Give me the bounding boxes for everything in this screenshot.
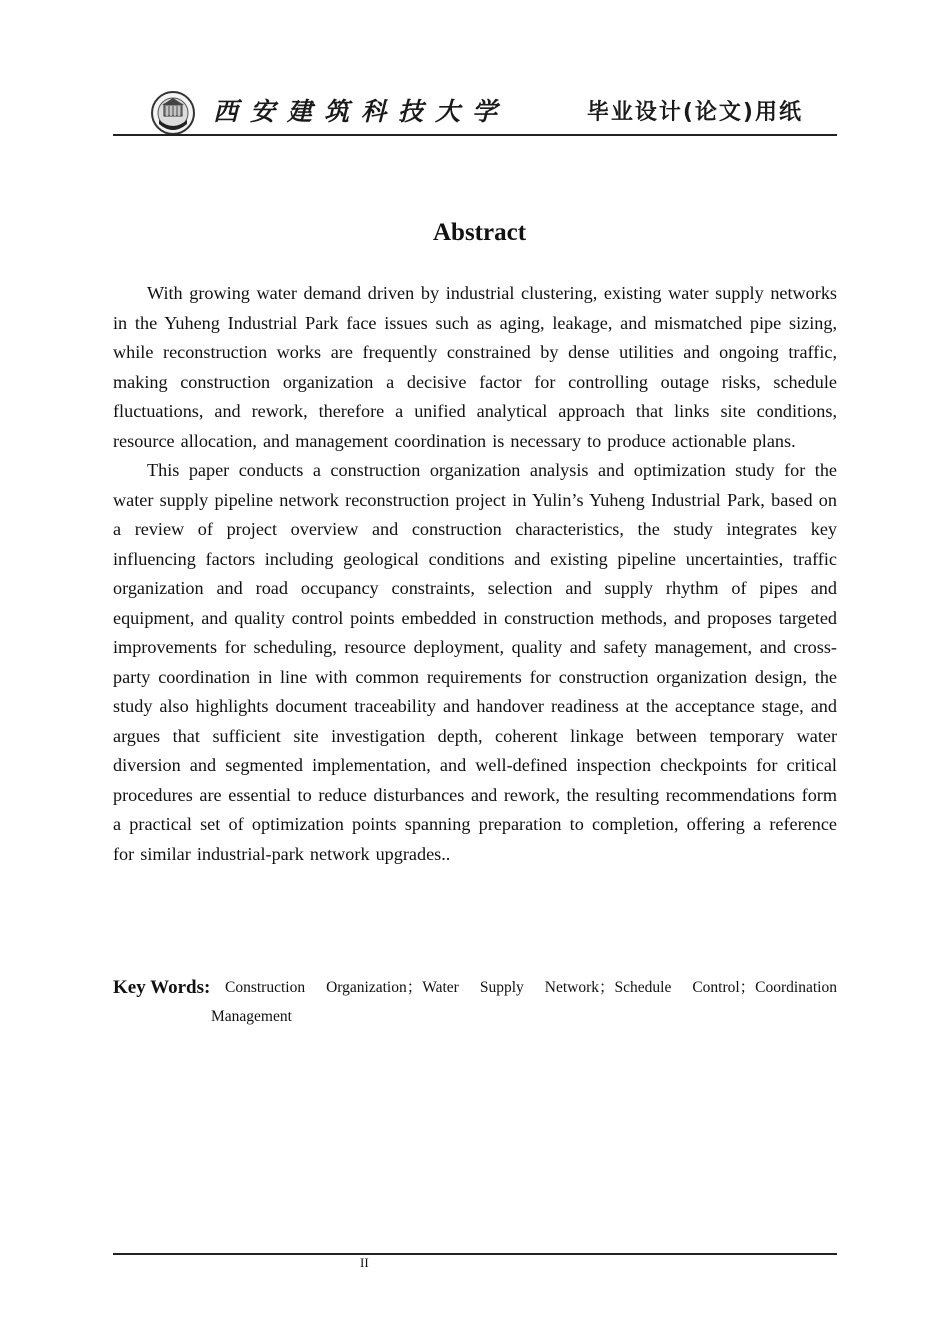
university-emblem-icon: [150, 90, 196, 136]
keywords-section: [113, 973, 837, 1031]
keywords-label: Key Words:: [113, 977, 211, 998]
keywords-text: [211, 973, 837, 1031]
header-divider: [113, 134, 837, 136]
university-name: 西安建筑科技大学: [213, 97, 510, 126]
abstract-body: [113, 279, 837, 869]
keywords-line: Construction Organization；Water Supply Network；Schedule Control；Coordination: [225, 979, 837, 996]
page-header: [113, 84, 837, 136]
abstract-paragraph: With growing water demand driven by industrial clustering, existing water supply networks in the Yuheng Industrial Park face issues such as aging, leakage, and mismatched pipe sizing, while reconstruction works are frequently constrained by dense utilities and ongoing traffic, making construction organization a decisive factor for controlling outage risks, schedule fluctuations, and rework, therefore a unified analytical approach that links site conditions, resource allocation, and management coordination is necessary to produce actionable plans.: [113, 283, 837, 451]
page-number: II: [360, 1255, 369, 1270]
abstract-paragraph: This paper conducts a construction organization analysis and optimization study for the water supply pipeline network reconstruction project in Yulin’s Yuheng Industrial Park, based on a review of project overview and construction characteristics, the study integrates key influencing factors including geological conditions and existing pipeline uncertainties, traffic organization and road occupancy constraints, selection and supply rhythm of pipes and equipment, and quality control points embedded in construction methods, and proposes targeted improvements for scheduling, resource deployment, quality and safety management, and cross-party coordination in line with common requirements for construction organization design, the study also highlights document traceability and handover readiness at the acceptance stage, and argues that sufficient site investigation depth, coherent linkage between temporary water diversion and segmented implementation, and well-defined inspection checkpoints for critical procedures are essential to reduce disturbances and rework, the resulting recommendations form a practical set of optimization points spanning preparation to completion, offering a reference for similar industrial-park network upgrades..: [113, 460, 837, 864]
paper-label: 毕业设计(论文)用纸: [586, 100, 803, 125]
page-title: Abstract: [432, 219, 527, 246]
keywords-line: Management: [211, 1008, 292, 1025]
footer-divider: [113, 1253, 837, 1255]
